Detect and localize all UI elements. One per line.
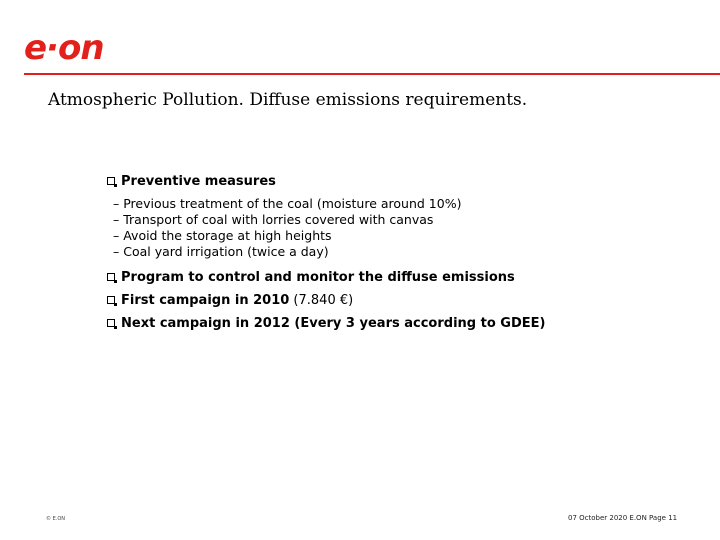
sub-item: – Previous treatment of the coal (moisture around 10%) [113,196,462,211]
slide-content [107,173,707,331]
checkbox-bullet-icon [107,273,115,281]
eon-logo [24,28,104,68]
header-divider [24,73,720,75]
slide-title: Atmospheric Pollution. Diffuse emissions requirements. [48,90,528,110]
checkbox-bullet-icon [107,296,115,304]
footer-date-page: 07 October 2020 E.ON Page 11 [568,514,678,522]
bullet-program-control [107,269,707,285]
bullet-next-campaign [107,315,707,331]
bullet-preventive-measures [107,173,707,189]
sub-item: – Coal yard irrigation (twice a day) [113,244,329,259]
bullet-first-campaign [107,292,707,308]
bullet-cost: (7.840 €) [289,292,354,308]
checkbox-bullet-icon [107,177,115,185]
sub-item: – Transport of coal with lorries covered with canvas [113,212,434,227]
checkbox-bullet-icon [107,319,115,327]
sub-item: – Avoid the storage at high heights [113,228,332,243]
logo-text: e·on [24,28,104,68]
bullet-label: First campaign in 2010 [121,292,290,308]
bullet-label: Next campaign in 2012 (Every 3 years according to GDEE) [121,315,546,331]
bullet-label: Preventive measures [121,173,276,189]
bullet-label: Program to control and monitor the diffuse emissions [121,269,515,285]
footer-copyright: © E.ON [46,516,66,522]
